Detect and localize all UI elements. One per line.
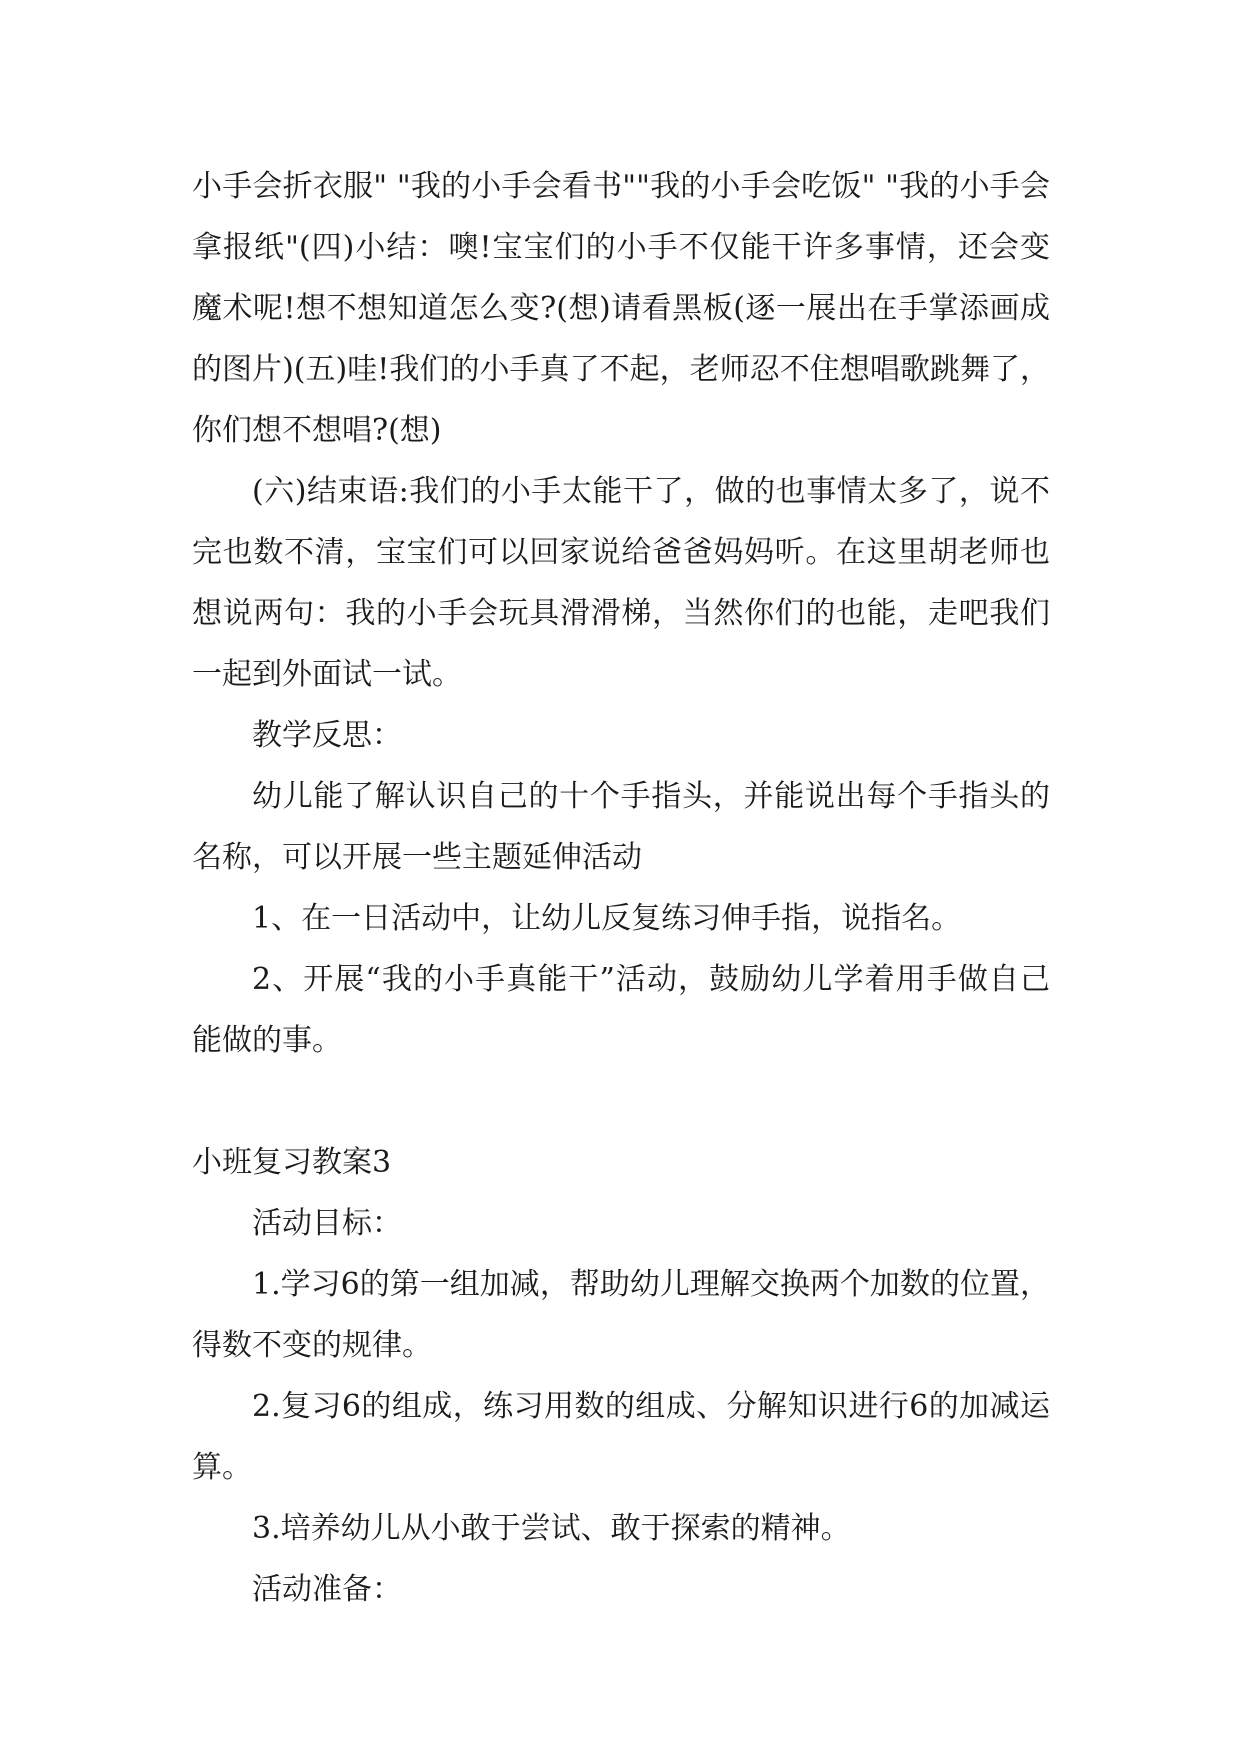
heading-activity-preparation: 活动准备： [252,1572,402,1607]
heading-teaching-reflection: 教学反思： [252,718,402,753]
paragraph-closing-remarks: (六)结束语:我们的小手太能干了，做的也事情太多了，说不完也数不清，宝宝们可以回家说给爸爸妈妈听。在这里胡老师也想说两句：我的小手会玩具滑滑梯，当然你们的也能，走吧我们一起到外面试一试。 [192,474,1050,692]
paragraph-extension-1: 1、在一日活动中，让幼儿反复练习伸手指，说指名。 [252,901,962,936]
document-page [192,156,1050,1620]
paragraph-extension-2: 2、开展“我的小手真能干”活动，鼓励幼儿学着用手做自己能做的事。 [192,962,1050,1058]
paragraph-goal-2: 2.复习6的组成，练习用数的组成、分解知识进行6的加减运算。 [192,1389,1050,1485]
section-title: 小班复习教案3 [192,1145,392,1180]
section-spacer [192,1071,1050,1132]
paragraph-goal-3: 3.培养幼儿从小敢于尝试、敢于探索的精神。 [252,1511,851,1546]
paragraph-lesson-summary: 小手会折衣服" "我的小手会看书""我的小手会吃饭" "我的小手会拿报纸"(四)小结：噢!宝宝们的小手不仅能干许多事情，还会变魔术呢!想不想知道怎么变?(想)请看黑板(逐一展出在手掌添画成的图片)(五)哇!我们的小手真了不起，老师忍不住想唱歌跳舞了，你们想不想唱?(想) [192,169,1050,448]
paragraph-goal-1: 1.学习6的第一组加减，帮助幼儿理解交换两个加数的位置，得数不变的规律。 [192,1267,1050,1363]
paragraph-reflection-body: 幼儿能了解认识自己的十个手指头，并能说出每个手指头的名称，可以开展一些主题延伸活动 [192,779,1050,875]
heading-activity-goals: 活动目标： [252,1206,402,1241]
